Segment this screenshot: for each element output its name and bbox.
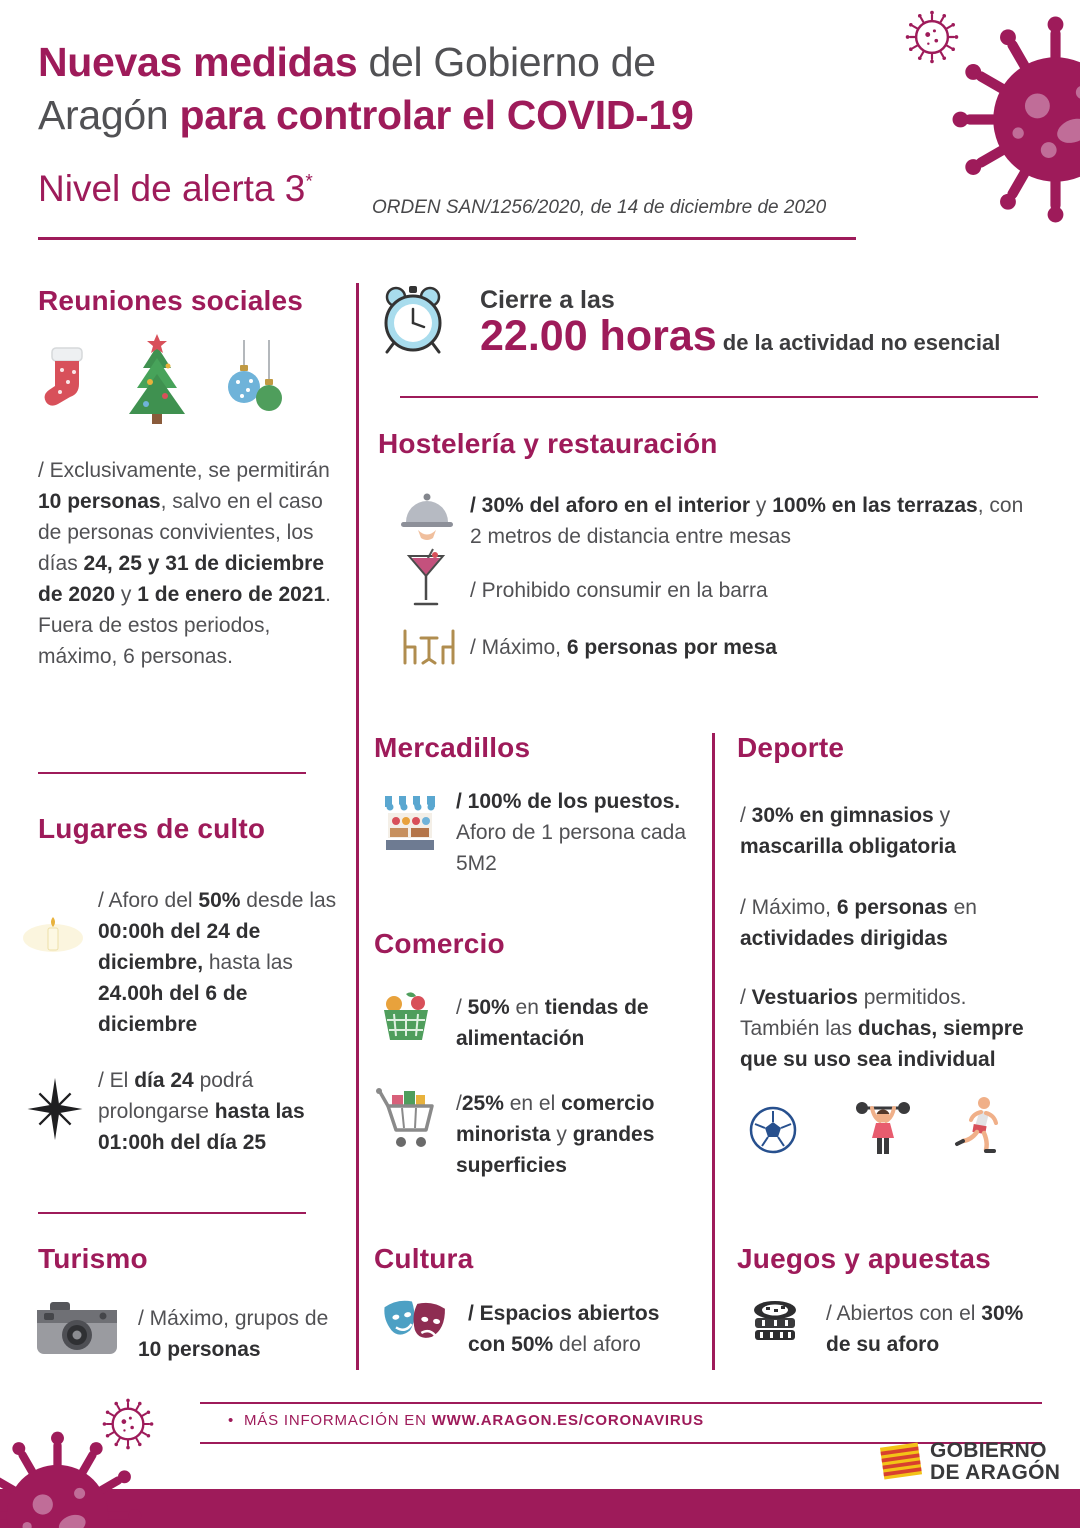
shopping-cart-icon: [374, 1086, 436, 1158]
page-title: [38, 36, 694, 142]
title-plain-1: del Gobierno de: [357, 39, 656, 85]
weightlifter-icon: [852, 1096, 914, 1158]
footer-bar: [0, 1489, 1080, 1528]
culto-bullet-2: / El día 24 podrá prolongarse hasta las 01:00h del día 25: [98, 1069, 305, 1154]
grocery-basket-icon: [378, 988, 434, 1046]
gobierno-aragon-logo: GOBIERNO DE ARAGÓN: [930, 1439, 1061, 1484]
aragon-flag-icon: [878, 1440, 924, 1482]
closure-divider: [400, 396, 1038, 398]
baubles-icon: [224, 340, 286, 428]
mercadillos-bullet: / 100% de los puestos. Aforo de 1 persona cada 5M2: [456, 790, 686, 875]
closure-time: 22.00 horas: [480, 312, 717, 360]
turismo-bullet: / Máximo, grupos de 10 personas: [138, 1307, 329, 1361]
section-heading-cultura: Cultura: [374, 1243, 474, 1274]
sparkle-star-icon: [22, 1074, 88, 1144]
deporte-bullet-1: / 30% en gimnasios y mascarilla obligatoria: [740, 804, 956, 858]
hosteleria-bullet-3: / Máximo, 6 personas por mesa: [470, 636, 777, 659]
cocktail-icon: [406, 548, 446, 612]
section-heading-mercadillos: Mercadillos: [374, 732, 531, 763]
closure-time-line: [480, 312, 1000, 361]
section-heading-deporte: Deporte: [737, 732, 845, 763]
closure-intro: Cierre a las: [480, 286, 615, 314]
column-divider-right: [712, 733, 715, 1370]
footer-info: [228, 1412, 704, 1429]
section-heading-juegos: Juegos y apuestas: [737, 1243, 991, 1274]
section-heading-comercio: Comercio: [374, 928, 505, 959]
market-stall-icon: [382, 792, 438, 854]
poker-chips-icon: [748, 1292, 802, 1350]
section-heading-reuniones: Reuniones sociales: [38, 285, 304, 316]
runner-icon: [948, 1094, 1004, 1158]
deporte-bullet-2: / Máximo, 6 personas en actividades dirigidas: [740, 896, 977, 950]
virus-large-icon: [0, 1428, 145, 1528]
left-divider-2: [38, 1212, 306, 1214]
candle-icon: [18, 912, 88, 958]
alarm-clock-icon: [376, 282, 450, 356]
reuniones-text: / Exclusivamente, se permitirán 10 personas, salvo en el caso de personas convivientes, los días 24, 25 y 31 de diciembre de 2020 y 1 de enero de 2021. Fuera de estos periodos, máximo, 6 personas.: [38, 459, 332, 668]
theater-masks-icon: [380, 1292, 450, 1354]
footer-link[interactable]: WWW.ARAGON.ES/CORONAVIRUS: [431, 1412, 704, 1429]
juegos-bullet: / Abiertos con el 30% de su aforo: [826, 1302, 1024, 1356]
camera-icon: [36, 1300, 118, 1358]
header-divider: [38, 237, 856, 240]
alert-asterisk: *: [305, 171, 313, 193]
order-reference: ORDEN SAN/1256/2020, de 14 de diciembre de 2020: [372, 197, 827, 218]
deporte-bullet-3: / Vestuarios permitidos. También las duchas, siempre que su uso sea individual: [740, 986, 1024, 1071]
title-accent-2: para controlar el COVID-19: [179, 92, 694, 138]
title-plain-2: Aragón: [38, 92, 180, 138]
cloche-icon: [398, 490, 456, 540]
footer-divider-top: [200, 1402, 1042, 1404]
footer-bullet: •: [228, 1412, 235, 1429]
comercio-bullet-1: / 50% en tiendas de alimentación: [456, 996, 649, 1050]
column-divider-left: [356, 283, 359, 1370]
stocking-icon: [40, 344, 95, 422]
closure-suffix: de la actividad no esencial: [716, 330, 1001, 355]
hosteleria-bullet-2: / Prohibido consumir en la barra: [470, 579, 768, 602]
comercio-bullet-2: /25% en el comercio minorista y grandes superficies: [456, 1092, 655, 1177]
section-heading-hosteleria: Hostelería y restauración: [378, 428, 718, 459]
section-heading-turismo: Turismo: [38, 1243, 148, 1274]
table-chairs-icon: [398, 625, 460, 667]
cultura-bullet: / Espacios abiertos con 50% del aforo: [468, 1302, 660, 1356]
hosteleria-bullet-1: / 30% del aforo en el interior y 100% en las terrazas, con 2 metros de distancia entre mesas: [470, 494, 1024, 548]
culto-bullet-1: / Aforo del 50% desde las 00:00h del 24 de diciembre, hasta las 24.00h del 6 de diciembre: [98, 889, 337, 1036]
footer-label: MÁS INFORMACIÓN EN: [244, 1412, 432, 1429]
soccer-ball-icon: [748, 1105, 798, 1155]
title-accent-1: Nuevas medidas: [38, 39, 358, 85]
christmas-tree-icon: [118, 332, 196, 432]
alert-level: Nivel de alerta 3*: [38, 168, 313, 209]
virus-large-icon: [948, 12, 1080, 227]
left-divider-1: [38, 772, 306, 774]
section-heading-culto: Lugares de culto: [38, 813, 266, 844]
